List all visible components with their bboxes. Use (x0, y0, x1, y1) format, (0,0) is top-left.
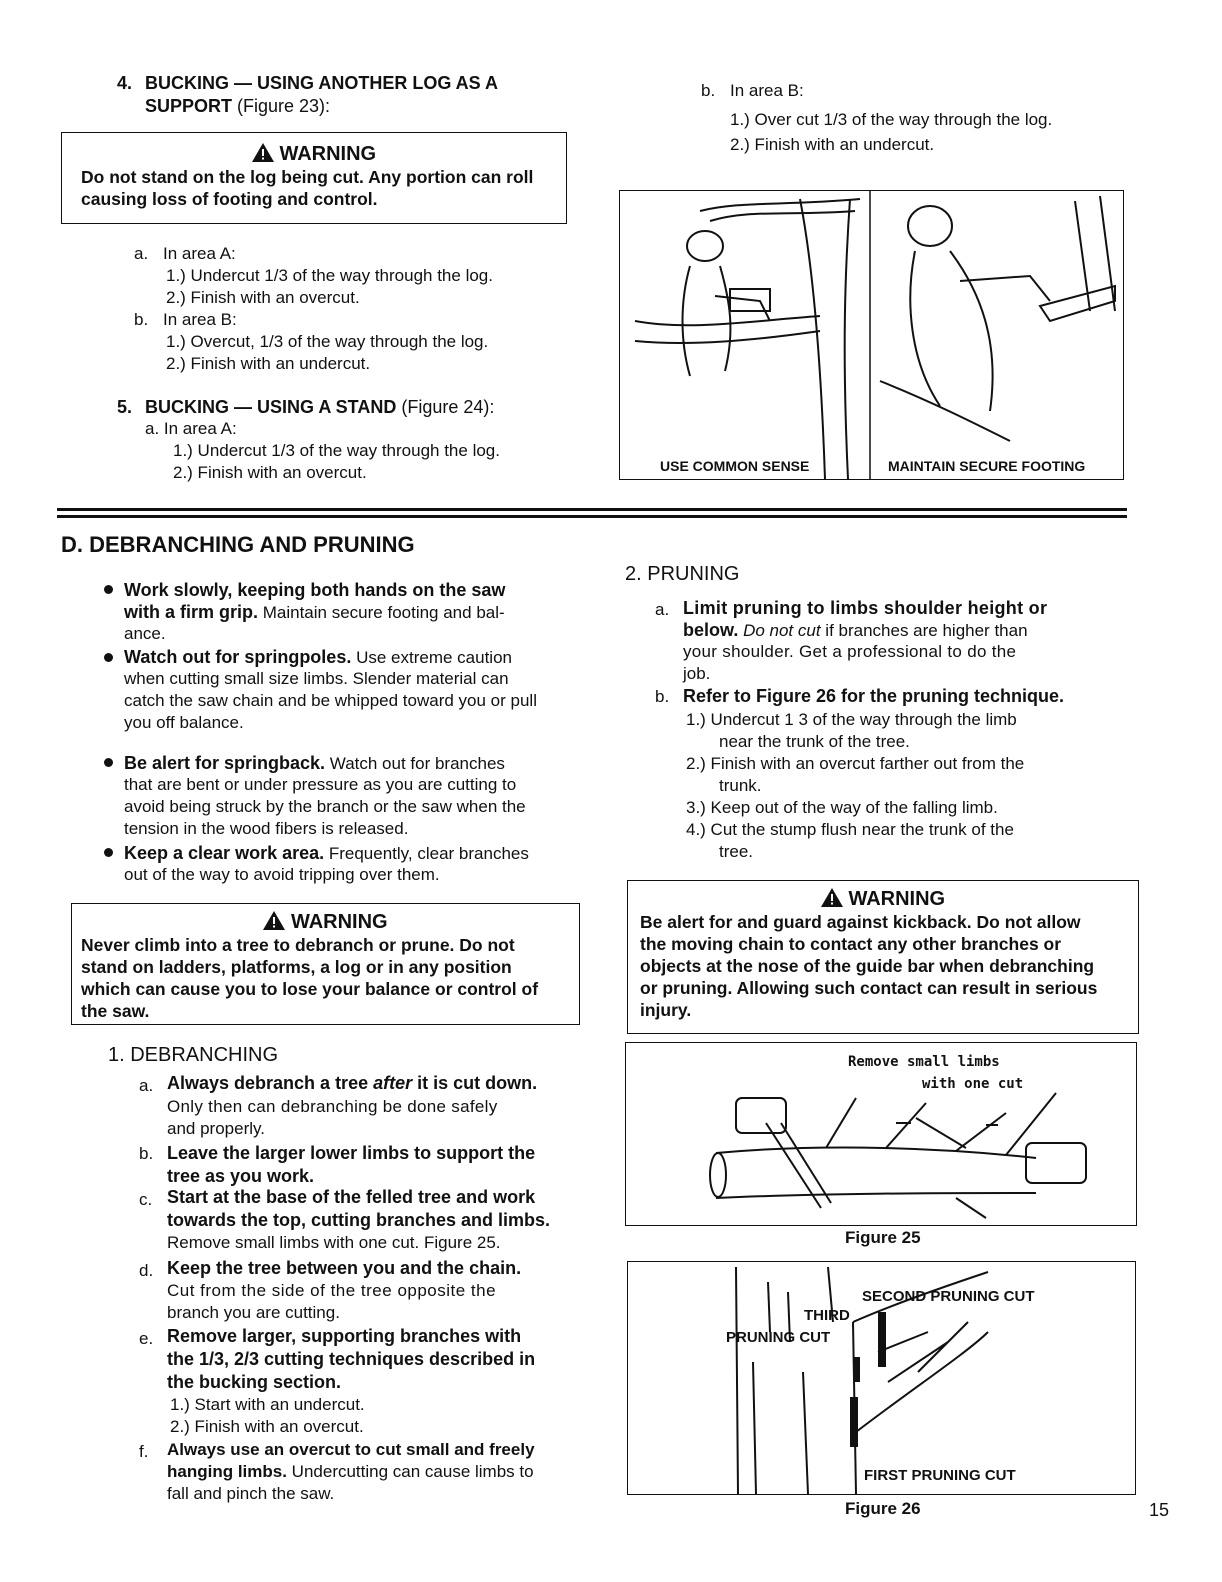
list-item: 3.) Keep out of the way of the falling limb. (686, 798, 998, 817)
bullet-text: with a firm grip. Maintain secure footing and bal- (124, 602, 505, 622)
subsection-title-debranching: 1. DEBRANCHING (108, 1044, 279, 1066)
list-item: near the trunk of the tree. (719, 732, 910, 751)
list-item: 1.) Over cut 1/3 of the way through the log. (730, 110, 1053, 129)
second-pruning-cut-label: SECOND PRUNING CUT (862, 1288, 1035, 1305)
list-item: and properly. (167, 1119, 265, 1138)
warning-line: which can cause you to lose your balance or control of (81, 979, 539, 999)
list-item: 1.) Overcut, 1/3 of the way through the log. (166, 332, 489, 351)
warning-triangle-icon (252, 143, 274, 162)
section-divider (57, 515, 1127, 518)
list-item: tree. (719, 842, 754, 861)
list-item: In area B: (730, 81, 804, 100)
bullet-text: ance. (124, 624, 166, 643)
list-label: f. (139, 1442, 149, 1461)
subsection-title-pruning: 2. PRUNING (625, 563, 740, 585)
list-label: e. (139, 1329, 154, 1348)
list-item: 2.) Finish with an overcut farther out from the (686, 754, 1025, 773)
list-item: branch you are cutting. (167, 1303, 340, 1322)
third-pruning-cut-label: PRUNING CUT (726, 1329, 831, 1346)
list-item: Start at the base of the felled tree and work (167, 1187, 536, 1207)
list-item: 1.) Start with an undercut. (170, 1395, 365, 1414)
bullet-text: that are bent or under pressure as you are cutting to (124, 775, 517, 794)
list-item: a. In area A: (145, 419, 237, 438)
page-number: 15 (1149, 1500, 1170, 1520)
figure25-label: Remove small limbs (848, 1054, 1000, 1070)
list-item: In area A: (163, 244, 236, 263)
warning-line: Be alert for and guard against kickback. Do not allow (640, 912, 1081, 932)
warning-line: causing loss of footing and control. (81, 189, 378, 209)
section-title: D. DEBRANCHING AND PRUNING (61, 532, 415, 557)
list-item: 2.) Finish with an overcut. (173, 463, 367, 482)
bullet-text: avoid being struck by the branch or the saw when the (124, 797, 526, 816)
list-item: 1.) Undercut 1/3 of the way through the log. (173, 441, 500, 460)
list-item: fall and pinch the saw. (167, 1484, 335, 1503)
list-item: 4.) Cut the stump flush near the trunk of the (686, 820, 1014, 839)
list-label: a. (139, 1076, 154, 1095)
pruning-cuts-illustration (628, 1262, 1135, 1494)
bullet-text: when cutting small size limbs. Slender material can (124, 669, 509, 688)
item4-title-line2: SUPPORT (Figure 23): (145, 96, 331, 116)
warning-line: stand on ladders, platforms, a log or in any position (81, 957, 512, 977)
list-item: Leave the larger lower limbs to support the (167, 1143, 536, 1163)
list-item: your shoulder. Get a professional to do the (683, 642, 1017, 661)
list-item: tree as you work. (167, 1166, 315, 1186)
list-item: 2.) Finish with an undercut. (166, 354, 371, 373)
bullet (104, 653, 113, 662)
list-label: b. (139, 1144, 154, 1163)
list-label: b. (701, 81, 716, 100)
figure25-label: with one cut (922, 1076, 1024, 1092)
item4-number: 4. (117, 73, 133, 93)
item5-number: 5. (117, 397, 133, 417)
list-item: Refer to Figure 26 for the pruning technique. (683, 686, 1065, 706)
figure-26 (627, 1261, 1136, 1495)
list-label: a. (134, 244, 149, 263)
list-item: 2.) Finish with an overcut. (170, 1417, 364, 1436)
list-item: Limit pruning to limbs shoulder height or (683, 598, 1048, 618)
list-item: Only then can debranching be done safely (167, 1097, 498, 1116)
debranching-illustration (626, 1043, 1136, 1225)
list-item: Always use an overcut to cut small and freely (167, 1440, 535, 1459)
figure-caption-common-sense: USE COMMON SENSE (660, 458, 810, 474)
list-item: 2.) Finish with an undercut. (730, 135, 935, 154)
list-item: In area B: (163, 310, 237, 329)
section-divider (57, 508, 1127, 511)
list-item: Cut from the side of the tree opposite the (167, 1281, 497, 1300)
list-item: towards the top, cutting branches and limbs. (167, 1210, 551, 1230)
bullet-text: tension in the wood fibers is released. (124, 819, 409, 838)
bullet-text: you off balance. (124, 713, 244, 732)
bullet-text: catch the saw chain and be whipped toward you or pull (124, 691, 537, 710)
list-item: the 1/3, 2/3 cutting techniques described in (167, 1349, 536, 1369)
warning-line: the moving chain to contact any other branches or (640, 934, 1062, 954)
bullet-text: Be alert for springback. Watch out for branches (124, 753, 505, 773)
figure-25 (625, 1042, 1137, 1226)
list-item: Keep the tree between you and the chain. (167, 1258, 522, 1278)
first-pruning-cut-label: FIRST PRUNING CUT (864, 1467, 1016, 1484)
bullet-text: Watch out for springpoles. Use extreme caution (124, 647, 512, 667)
figure25-caption: Figure 25 (845, 1228, 921, 1247)
warning-heading: WARNING (628, 887, 1138, 911)
list-item: Remove small limbs with one cut. Figure 25. (167, 1233, 501, 1252)
figure-caption-secure-footing: MAINTAIN SECURE FOOTING (888, 458, 1086, 474)
list-item: job. (683, 664, 711, 683)
warning-heading: WARNING (72, 910, 579, 934)
warning-line: Do not stand on the log being cut. Any portion can roll (81, 167, 534, 187)
figure-24-illustrations (619, 190, 1124, 480)
list-item: below. Do not cut if branches are higher than (683, 620, 1028, 640)
list-item: hanging limbs. Undercutting can cause limbs to (167, 1462, 534, 1481)
bullet (104, 758, 113, 767)
bullet-text: Work slowly, keeping both hands on the saw (124, 580, 506, 600)
list-item: Always debranch a tree after it is cut down. (167, 1073, 538, 1093)
item5-title: BUCKING — USING A STAND (Figure 24): (145, 397, 495, 417)
list-label: b. (134, 310, 149, 329)
bullet-text: Keep a clear work area. Frequently, clear branches (124, 843, 529, 863)
warning-line: Never climb into a tree to debranch or prune. Do not (81, 935, 515, 955)
item4-title: BUCKING — USING ANOTHER LOG AS A (145, 73, 499, 93)
list-label: d. (139, 1261, 154, 1280)
warning-box-kickback (627, 880, 1139, 1034)
list-label: a. (655, 600, 670, 619)
list-label: c. (139, 1190, 153, 1209)
warning-triangle-icon (821, 888, 843, 907)
warning-line: objects at the nose of the guide bar when debranching (640, 956, 1095, 976)
bullet-text: out of the way to avoid tripping over them. (124, 865, 440, 884)
list-item: Remove larger, supporting branches with (167, 1326, 522, 1346)
warning-box-climbing (71, 903, 580, 1025)
list-item: 2.) Finish with an overcut. (166, 288, 360, 307)
warning-line: the saw. (81, 1001, 150, 1021)
warning-triangle-icon (263, 911, 285, 930)
bullet (104, 848, 113, 857)
chainsaw-safety-illustration (620, 191, 1123, 479)
figure26-caption: Figure 26 (845, 1499, 921, 1518)
bullet (104, 585, 113, 594)
list-label: b. (655, 687, 670, 706)
third-pruning-cut-label: THIRD (804, 1307, 850, 1324)
warning-heading: WARNING (62, 142, 566, 166)
warning-line: injury. (640, 1000, 692, 1020)
list-item: the bucking section. (167, 1372, 342, 1392)
list-item: trunk. (719, 776, 762, 795)
list-item: 1.) Undercut 1 3 of the way through the limb (686, 710, 1017, 729)
list-item: 1.) Undercut 1/3 of the way through the log. (166, 266, 493, 285)
warning-box-standing (61, 132, 567, 224)
warning-line: or pruning. Allowing such contact can result in serious (640, 978, 1098, 998)
